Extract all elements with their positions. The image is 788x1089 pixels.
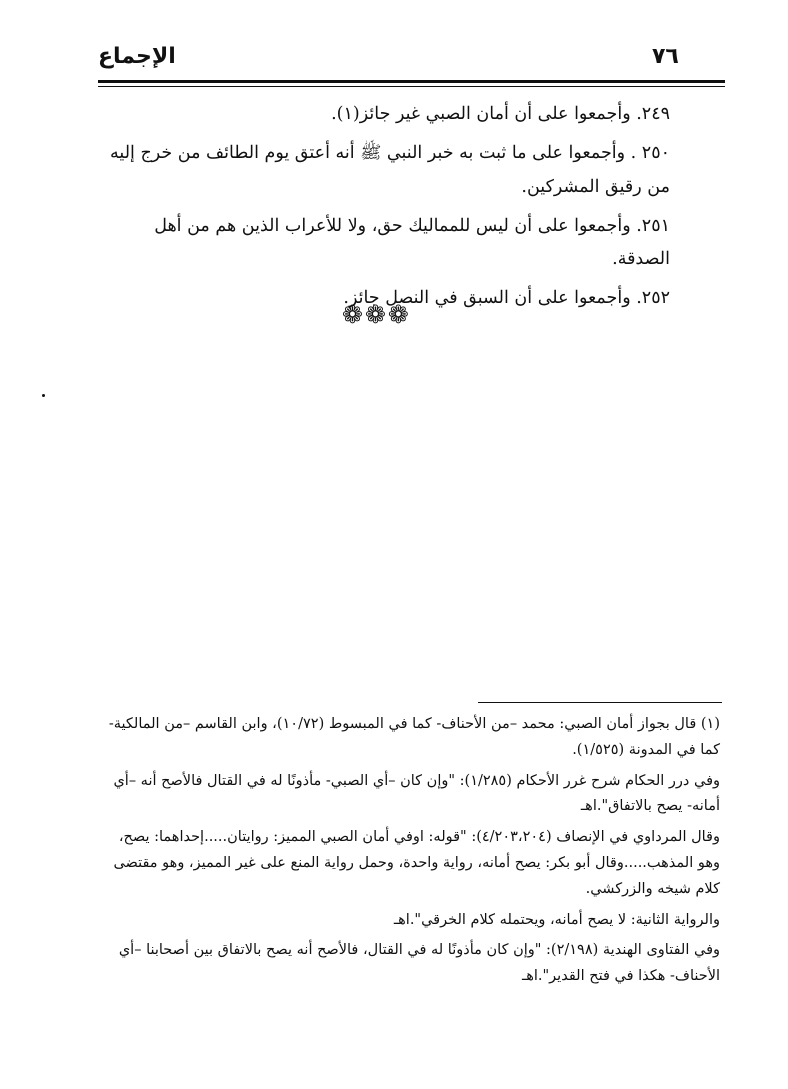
footnote-1: (١) قال بجواز أمان الصبي: محمد –من الأحناف- كما في المبسوط (١٠/٧٢)، وابن القاسم –من المالكية- كما في المدونة (١/٥٢٥). [108, 716, 720, 758]
header-rule-thin [98, 86, 725, 87]
footnote-paragraph: وفي الفتاوى الهندية (٢/١٩٨): "وإن كان مأذونًا له في القتال، فالأصح أنه يصح بالاتفاق بين أصحابنا –أي الأحناف- هكذا في فتح القدير".اهـ [118, 942, 720, 985]
header-rule-thick [98, 80, 725, 83]
page-number: ٧٦ [652, 44, 679, 69]
entry-252: ٢٥٢. وأجمعوا على أن السبق في النصل جائز. [343, 288, 670, 309]
footnotes [100, 712, 720, 995]
running-title: الإجماع [98, 44, 176, 69]
footnote-paragraph: وفي درر الحكام شرح غرر الأحكام (١/٢٨٥): "وإن كان –أي الصبي- مأذونًا له في القتال فالأصح أنه –أي أمانه- يصح بالاتفاق".اهـ [113, 772, 720, 815]
footnote-paragraph: وقال المرداوي في الإنصاف (٤/٢٠٣،٢٠٤): "قوله: اوفي أمان الصبي المميز: روايتان.....إحداهما: يصح، وهو المذهب.....وقال أبو بكر: يصح أمانه، رواية واحدة، وحمل رواية المنع على غير المميز، وهو مقتضى كلام شيخه والزركشي. [113, 829, 720, 897]
margin-dot [42, 394, 45, 397]
footnote-paragraph: والرواية الثانية: لا يصح أمانه، ويحتمله كلام الخرقي".اهـ [393, 911, 720, 928]
entry-251: ٢٥١. وأجمعوا على أن ليس للمماليك حق، ولا للأعراب الذين هم من أهل الصدقة. [154, 215, 670, 269]
main-text [100, 98, 670, 322]
entry-249: ٢٤٩. وأجمعوا على أن أمان الصبي غير جائز(١). [331, 104, 670, 124]
section-end-ornament: ❁❁❁ [342, 300, 411, 329]
footnote-separator [478, 702, 722, 703]
entry-250: ٢٥٠ . وأجمعوا على ما ثبت به خبر النبي ﷺ أنه أعتق يوم الطائف من خرج إليه من رقيق المشركين. [110, 143, 670, 197]
